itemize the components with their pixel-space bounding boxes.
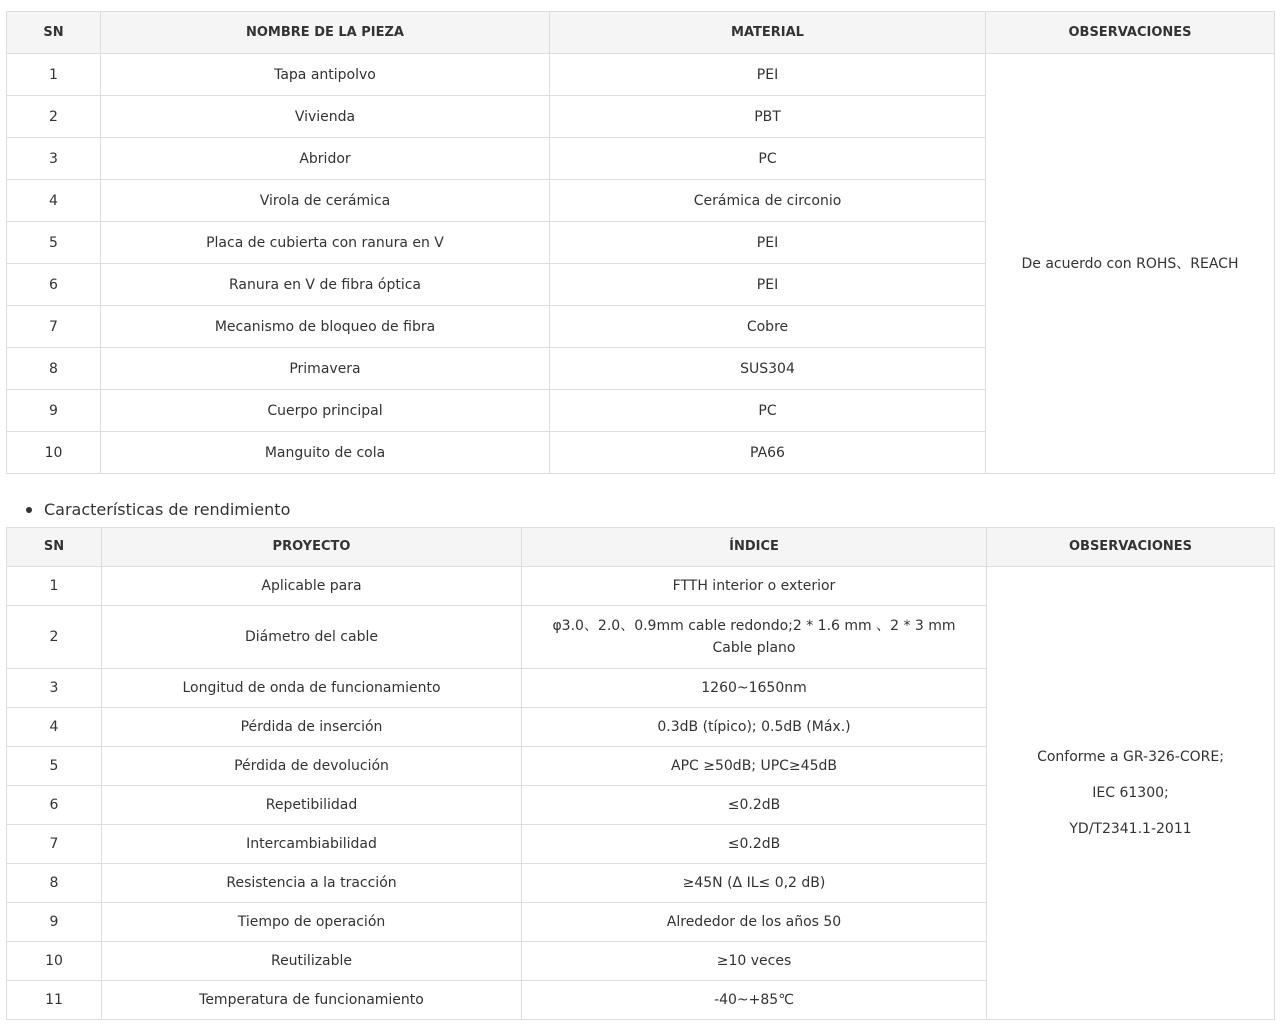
cell-project: Diámetro del cable [102,606,522,669]
cell-index: 0.3dB (típico); 0.5dB (Máx.) [522,708,987,747]
cell-project: Tiempo de operación [102,903,522,942]
cell-project: Repetibilidad [102,786,522,825]
cell-sn: 7 [7,306,101,348]
cell-sn: 6 [7,786,102,825]
section-heading-text: Características de rendimiento [44,500,291,519]
cell-index: Alrededor de los años 50 [522,903,987,942]
cell-material: PBT [550,96,986,138]
cell-sn: 4 [7,180,101,222]
cell-sn: 1 [7,567,102,606]
cell-material: Cerámica de circonio [550,180,986,222]
cell-sn: 8 [7,348,101,390]
cell-project: Resistencia a la tracción [102,864,522,903]
cell-sn: 11 [7,981,102,1020]
cell-part-name: Tapa antipolvo [101,54,550,96]
cell-part-name: Manguito de cola [101,432,550,474]
cell-sn: 5 [7,747,102,786]
header-part-name: NOMBRE DE LA PIEZA [101,12,550,54]
cell-part-name: Ranura en V de fibra óptica [101,264,550,306]
cell-sn: 4 [7,708,102,747]
table-row [7,54,1275,96]
cell-index: ≥45N (Δ IL≤ 0,2 dB) [522,864,987,903]
performance-header-row [7,528,1275,567]
cell-sn: 1 [7,54,101,96]
cell-material: PA66 [550,432,986,474]
header-project: PROYECTO [102,528,522,567]
table-row [7,567,1275,606]
cell-sn: 7 [7,825,102,864]
cell-project: Longitud de onda de funcionamiento [102,669,522,708]
cell-material: PEI [550,54,986,96]
header-sn: SN [7,12,101,54]
cell-remarks [987,567,1275,1020]
cell-project: Aplicable para [102,567,522,606]
header-index: ÍNDICE [522,528,987,567]
cell-sn: 6 [7,264,101,306]
cell-project: Pérdida de devolución [102,747,522,786]
cell-part-name: Cuerpo principal [101,390,550,432]
cell-project: Temperatura de funcionamiento [102,981,522,1020]
cell-index: ≥10 veces [522,942,987,981]
remark-line: YD/T2341.1-2011 [1069,821,1192,837]
cell-part-name: Virola de cerámica [101,180,550,222]
section-heading [26,500,290,519]
cell-part-name: Primavera [101,348,550,390]
cell-index: ≤0.2dB [522,786,987,825]
header-material: MATERIAL [550,12,986,54]
cell-sn: 3 [7,138,101,180]
cell-project: Intercambiabilidad [102,825,522,864]
header-remarks: OBSERVACIONES [986,12,1275,54]
header-remarks: OBSERVACIONES [987,528,1275,567]
cell-part-name: Vivienda [101,96,550,138]
cell-part-name: Mecanismo de bloqueo de fibra [101,306,550,348]
parts-header-row [7,12,1275,54]
cell-part-name: Placa de cubierta con ranura en V [101,222,550,264]
cell-index: FTTH interior o exterior [522,567,987,606]
cell-material: PC [550,390,986,432]
remark-line: IEC 61300; [1092,785,1169,801]
cell-sn: 8 [7,864,102,903]
cell-sn: 2 [7,606,102,669]
cell-material: PC [550,138,986,180]
remark-line: Conforme a GR-326-CORE; [1037,749,1224,765]
cell-sn: 10 [7,432,101,474]
cell-index: ≤0.2dB [522,825,987,864]
cell-material: PEI [550,264,986,306]
cell-index: φ3.0、2.0、0.9mm cable redondo;2 * 1.6 mm 、2 * 3 mm Cable plano [522,606,987,669]
cell-project: Reutilizable [102,942,522,981]
cell-part-name: Abridor [101,138,550,180]
cell-material: Cobre [550,306,986,348]
cell-sn: 10 [7,942,102,981]
cell-sn: 9 [7,903,102,942]
cell-sn: 5 [7,222,101,264]
cell-project: Pérdida de inserción [102,708,522,747]
header-sn: SN [7,528,102,567]
cell-remarks: De acuerdo con ROHS、REACH [986,54,1275,474]
cell-index: APC ≥50dB; UPC≥45dB [522,747,987,786]
cell-material: PEI [550,222,986,264]
cell-index: 1260~1650nm [522,669,987,708]
cell-sn: 9 [7,390,101,432]
cell-sn: 3 [7,669,102,708]
bullet-icon [26,507,32,513]
cell-sn: 2 [7,96,101,138]
parts-table [6,11,1275,474]
performance-table [6,527,1275,1020]
cell-index: -40~+85℃ [522,981,987,1020]
cell-material: SUS304 [550,348,986,390]
